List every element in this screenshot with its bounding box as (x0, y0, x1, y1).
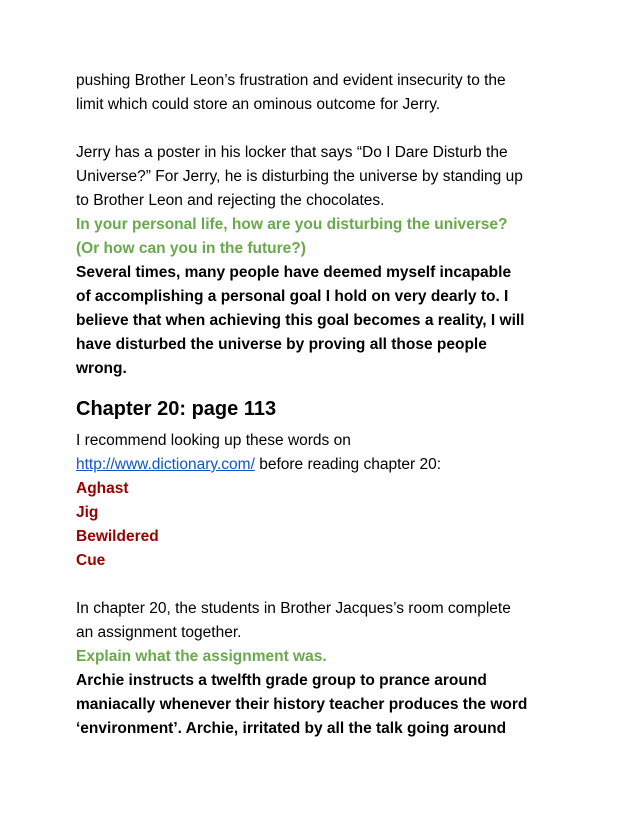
text-line: an assignment together. (76, 624, 242, 641)
paragraph-gap (76, 381, 576, 393)
answer-assignment (76, 669, 576, 741)
paragraph-gap (76, 573, 576, 597)
answer-line: ‘environment’. Archie, irritated by all the talk going around (76, 720, 507, 737)
page-content (76, 69, 576, 741)
paragraph-vocab-intro (76, 429, 576, 477)
question-line: (Or how can you in the future?) (76, 240, 306, 257)
vocab-word: Aghast (76, 480, 129, 497)
answer-line: believe that when achieving this goal becomes a reality, I will (76, 312, 525, 329)
paragraph-poster (76, 141, 576, 213)
question-assignment (76, 645, 576, 669)
answer-line: wrong. (76, 360, 127, 377)
paragraph-assignment (76, 597, 576, 645)
paragraph-gap (76, 117, 576, 141)
vocab-word: Bewildered (76, 528, 159, 545)
dictionary-link[interactable]: http://www.dictionary.com/ (76, 456, 255, 473)
vocab-word: Jig (76, 504, 99, 521)
text-line: Jerry has a poster in his locker that says “Do I Dare Disturb the (76, 144, 508, 161)
chapter-heading: Chapter 20: page 113 (76, 398, 277, 420)
question-line: In your personal life, how are you disturbing the universe? (76, 216, 508, 233)
answer-disturbing-universe (76, 261, 576, 381)
answer-line: Several times, many people have deemed myself incapable (76, 264, 512, 281)
text-line: pushing Brother Leon’s frustration and evident insecurity to the (76, 72, 506, 89)
text-line: I recommend looking up these words on (76, 432, 351, 449)
answer-line: Archie instructs a twelfth grade group to prance around (76, 672, 487, 689)
text-line (76, 453, 576, 477)
text-after-link: before reading chapter 20: (254, 456, 442, 473)
text-line: Universe?” For Jerry, he is disturbing the universe by standing up (76, 168, 523, 185)
answer-line: have disturbed the universe by proving all those people (76, 336, 487, 353)
text-line: In chapter 20, the students in Brother Jacques’s room complete (76, 600, 511, 617)
text-line: limit which could store an ominous outcome for Jerry. (76, 96, 441, 113)
question-disturbing-universe (76, 213, 576, 261)
question-line: Explain what the assignment was. (76, 648, 327, 665)
text-line: to Brother Leon and rejecting the chocolates. (76, 192, 385, 209)
paragraph-leon-frustration (76, 69, 576, 117)
vocab-word: Cue (76, 552, 106, 569)
vocab-list (76, 477, 576, 573)
answer-line: of accomplishing a personal goal I hold on very dearly to. I (76, 288, 509, 305)
answer-line: maniacally whenever their history teacher produces the word (76, 696, 528, 713)
